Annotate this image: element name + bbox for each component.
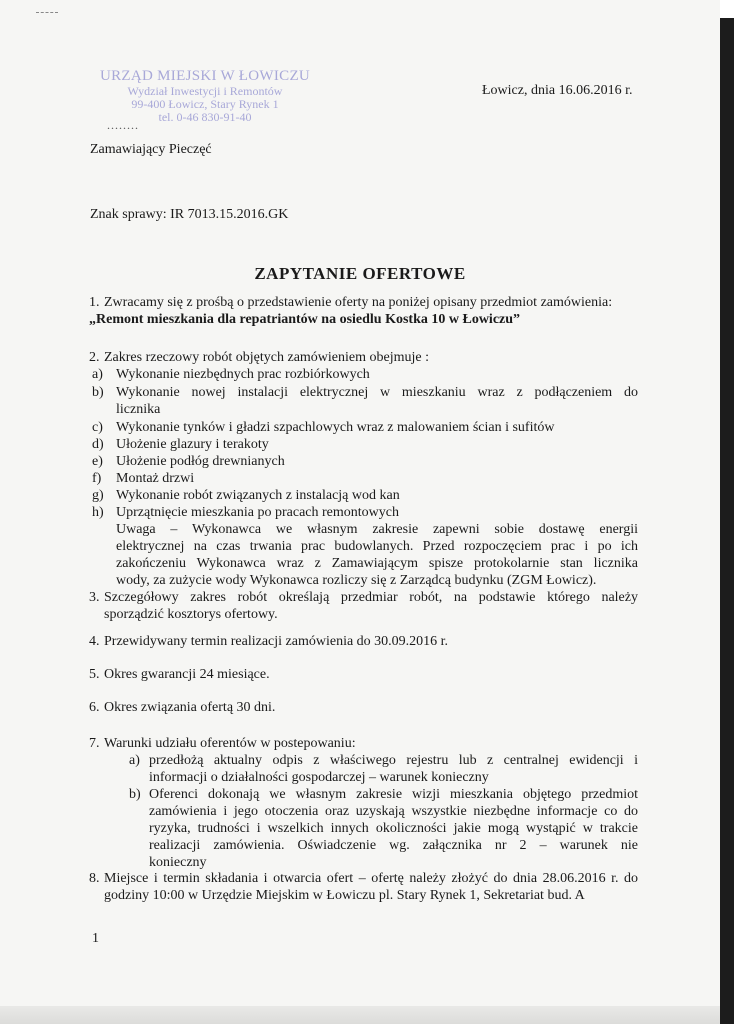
section-1: [89, 294, 641, 334]
scan-edge-right: [720, 18, 734, 1024]
item-h-letter: h): [92, 505, 104, 520]
section-8-line-1: Miejsce i termin składania i otwarcia ofert – ofertę należy złożyć do dnia 28.06.2016 r. do: [104, 871, 638, 886]
document-date: Łowicz, dnia 16.06.2016 r.: [482, 83, 633, 98]
item-f-text: Montaż drzwi: [116, 471, 195, 486]
item-a-letter: a): [92, 367, 103, 382]
item-d-text: Ułożenie glazury i terakoty: [116, 437, 269, 452]
stamp-line-3: 99-400 Łowicz, Stary Rynek 1: [131, 96, 279, 111]
condition-b-line-2: zamówienia i jego otoczenia oraz uzyskają wszystkie niezbędne informacje co do: [149, 804, 638, 819]
condition-b-line-4: realizacji zamówienia. Oświadczenie wg. załącznika nr 2 – warunek nie: [149, 838, 638, 853]
section-5-number: 5.: [89, 667, 100, 682]
case-number: Znak sprawy: IR 7013.15.2016.GK: [90, 207, 289, 222]
stamp-line-2: Wydział Inwestycji i Remontów: [127, 83, 283, 98]
section-3-line-1: Szczegółowy zakres robót określają przedmiar robót, na podstawie którego należy: [104, 590, 638, 605]
stamp-line-1: URZĄD MIEJSKI W ŁOWICZU: [99, 68, 311, 84]
item-d-letter: d): [92, 437, 104, 452]
section-4-text: Przewidywany termin realizacji zamówienia do 30.09.2016 r.: [104, 634, 449, 649]
section-7: [89, 735, 641, 870]
item-b-text: Wykonanie nowej instalacji elektrycznej w mieszkaniu wraz z podłączeniem do: [116, 385, 638, 400]
section-6-number: 6.: [89, 700, 100, 715]
section-3-line-2: sporządzić kosztorys ofertowy.: [104, 607, 278, 622]
item-g-text: Wykonanie robót związanych z instalacją wod kan: [116, 488, 400, 503]
section-8: [89, 870, 641, 906]
section-1-subject: „Remont mieszkania dla repatriantów na osiedlu Kostka 10 w Łowiczu”: [89, 312, 521, 327]
condition-b-letter: b): [129, 787, 141, 802]
section-2: [89, 349, 641, 594]
section-4-number: 4.: [89, 634, 100, 649]
section-7-text: Warunki udziału oferentów w postepowaniu:: [104, 736, 356, 751]
condition-b-line-3: ryzyka, trudności i wszelkich innych okoliczności jakie mogą wystąpić w trakcie: [149, 821, 638, 836]
item-e-letter: e): [92, 454, 103, 469]
section-4: [89, 633, 641, 651]
section-2-number: 2.: [89, 350, 100, 365]
fold-mark: [36, 12, 58, 14]
condition-a-line-2: informacji o działalności gospodarczej – warunek konieczny: [149, 770, 489, 785]
section-8-number: 8.: [89, 871, 100, 886]
section-8-line-2: godziny 10:00 w Urzędzie Miejskim w Łowiczu pl. Stary Rynek 1, Sekretariat bud. A: [104, 888, 585, 903]
item-f-letter: f): [92, 471, 102, 486]
item-a-text: Wykonanie niezbędnych prac rozbiórkowych: [116, 367, 370, 382]
item-g-letter: g): [92, 488, 104, 503]
section-5-text: Okres gwarancji 24 miesiące.: [104, 667, 270, 682]
section-1-number: 1.: [89, 295, 100, 310]
document-title: ZAPYTANIE OFERTOWE: [254, 264, 466, 283]
note-line-3: zakończeniu Wykonawca wraz z Zamawiającym spisze protokolarnie stan licznika: [116, 556, 638, 571]
section-2-text: Zakres rzeczowy robót objętych zamówieniem obejmuje :: [104, 350, 429, 365]
section-3-number: 3.: [89, 590, 100, 605]
item-h-text: Uprzątnięcie mieszkania po pracach remontowych: [116, 505, 399, 520]
section-3: [89, 589, 641, 625]
note-line-2: elektrycznej na czas trwania prac budowlanych. Przed rozpoczęciem prac i po ich: [116, 539, 638, 554]
item-c-letter: c): [92, 420, 103, 435]
item-e-text: Ułożenie podłóg drewnianych: [116, 454, 285, 469]
stamp-dots: ........: [107, 118, 139, 132]
section-5: [89, 666, 641, 684]
condition-a-line-1: przedłożą aktualny odpis z właściwego rejestru lub z centralnej ewidencji i: [149, 753, 638, 768]
item-b-continuation: licznika: [116, 402, 161, 417]
section-6-text: Okres związania ofertą 30 dni.: [104, 700, 276, 715]
section-1-text: Zwracamy się z prośbą o przedstawienie oferty na poniżej opisany przedmiot zamówienia:: [104, 295, 613, 310]
note-line-4: wody, za zużycie wody Wykonawca rozliczy się z Zarządcą budynku (ZGM Łowicz).: [116, 573, 597, 588]
condition-b-line-1: Oferenci dokonają we własnym zakresie wizji mieszkania objętego przedmiot: [149, 787, 638, 802]
item-b-letter: b): [92, 385, 104, 400]
condition-b-line-5: konieczny: [149, 855, 207, 870]
item-c-text: Wykonanie tynków i gładzi szpachlowych wraz z malowaniem ścian i sufitów: [116, 420, 555, 435]
stamp-line-4: tel. 0-46 830-91-40: [158, 109, 252, 124]
section-7-number: 7.: [89, 736, 100, 751]
office-stamp: [90, 68, 320, 124]
note-line-1: Uwaga – Wykonawca we własnym zakresie zapewni sobie dostawę energii: [116, 522, 638, 537]
scan-edge-bottom: [0, 1006, 720, 1024]
seal-label: Zamawiający Pieczęć: [90, 142, 212, 157]
condition-a-letter: a): [129, 753, 140, 768]
page-number: 1: [92, 931, 99, 946]
section-6: [89, 699, 641, 717]
